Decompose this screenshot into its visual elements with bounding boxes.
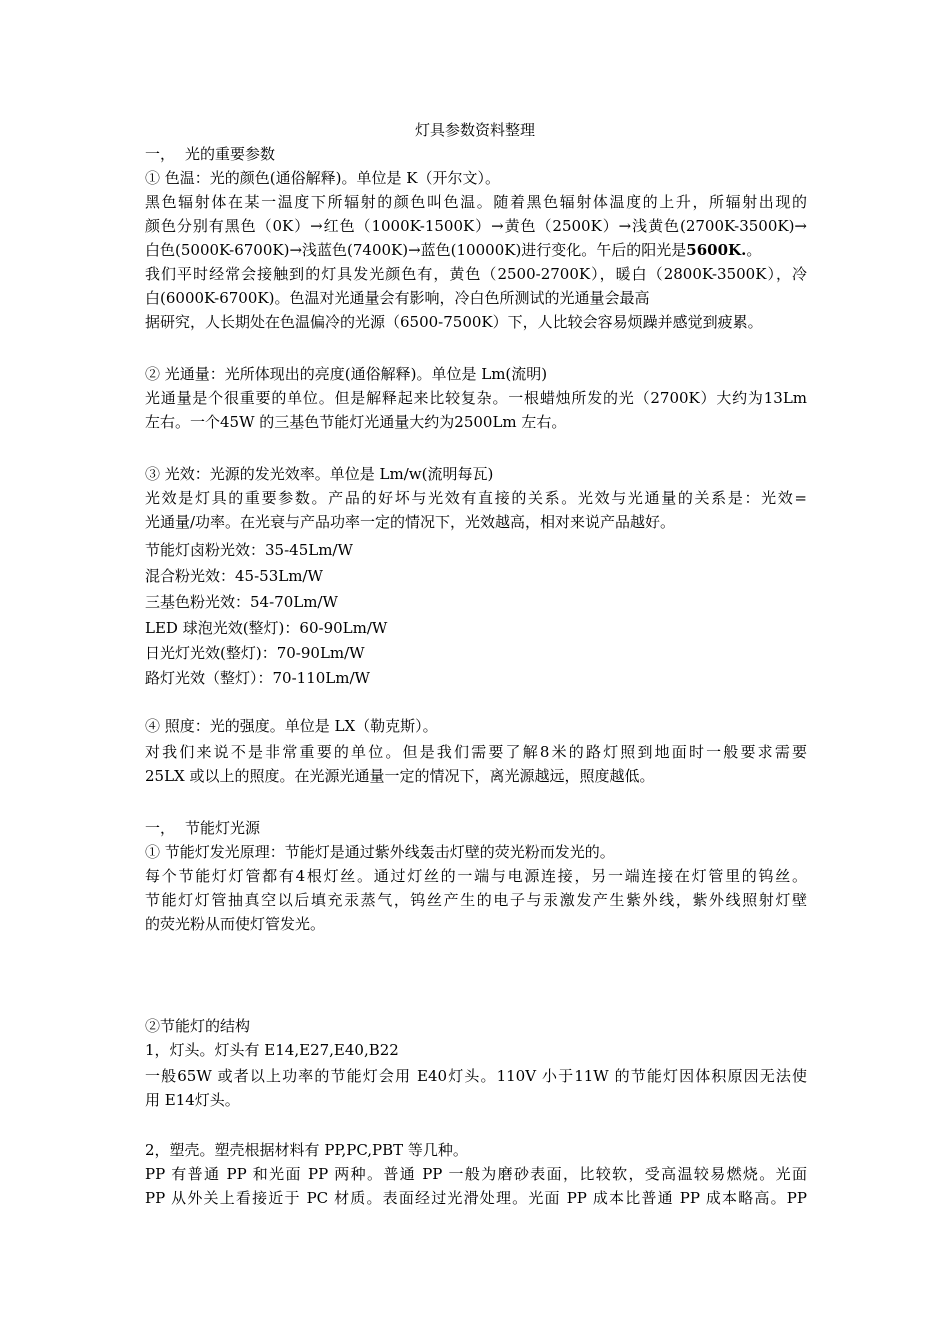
section-heading-light-parameters xyxy=(145,142,807,166)
list-item: 路灯光效（整灯）：70-110Lm/W xyxy=(145,669,370,687)
paragraph-line: 一般65W 或者以上功率的节能灯会用 E40灯头。110V 小于11W 的节能灯因体积原因无法使 xyxy=(145,1067,807,1085)
plastic-shell-heading: 2，塑壳。塑壳根据材料有 PP,PC,PBT 等几种。 xyxy=(145,1141,468,1159)
section-number: 一， xyxy=(145,145,176,163)
luminous-efficacy-heading: ③ 光效：光源的发光效率。单位是 Lm/w(流明每瓦) xyxy=(145,465,494,483)
paragraph-line: 左右。一个45W 的三基色节能灯光通量大约为2500Lm 左右。 xyxy=(145,413,567,431)
section-title: 光的重要参数 xyxy=(185,145,276,163)
list-item: 节能灯卤粉光效：35-45Lm/W xyxy=(145,541,353,559)
list-item: LED 球泡光效(整灯)：60-90Lm/W xyxy=(145,619,388,637)
structure-heading: ②节能灯的结构 xyxy=(145,1017,251,1035)
paragraph-line: 的荧光粉从而使灯管发光。 xyxy=(145,915,326,933)
lamp-cap-heading: 1，灯头。灯头有 E14,E27,E40,B22 xyxy=(145,1041,399,1059)
principle-heading: ① 节能灯发光原理：节能灯是通过紫外线轰击灯壁的荧光粉而发光的。 xyxy=(145,843,615,861)
paragraph-line: 对我们来说不是非常重要的单位。但是我们需要了解8米的路灯照到地面时一般要求需要 xyxy=(145,743,807,761)
document-title: 灯具参数资料整理 xyxy=(414,121,535,139)
paragraph-line: 每个节能灯灯管都有4根灯丝。通过灯丝的一端与电源连接，另一端连接在灯管里的钨丝。 xyxy=(145,867,807,885)
section-title: 节能灯光源 xyxy=(185,819,261,837)
section-heading-energy-saving-lamp xyxy=(145,816,807,840)
paragraph-text: 白色(5000K-6700K)→浅蓝色(7400K)→蓝色(10000K)进行变化。午后的阳光是 xyxy=(145,241,687,259)
paragraph-text: 。 xyxy=(746,241,762,259)
paragraph-line: 用 E14灯头。 xyxy=(145,1091,240,1109)
paragraph-line: 光通量是个很重要的单位。但是解释起来比较复杂。一根蜡烛所发的光（2700K）大约为13Lm xyxy=(145,389,807,407)
color-temperature-heading: ① 色温：光的颜色(通俗解释)。单位是 K（开尔文）。 xyxy=(145,169,500,187)
illuminance-heading: ④ 照度：光的强度。单位是 LX（勒克斯）。 xyxy=(145,717,438,735)
paragraph-line: 据研究，人长期处在色温偏冷的光源（6500-7500K）下，人比较会容易烦躁并感觉到疲累。 xyxy=(145,313,763,331)
paragraph-line: 25LX 或以上的照度。在光源光通量一定的情况下，离光源越远，照度越低。 xyxy=(145,767,655,785)
paragraph-line: 光效是灯具的重要参数。产品的好坏与光效有直接的关系。光效与光通量的关系是：光效= xyxy=(145,489,807,507)
list-item: 混合粉光效：45-53Lm/W xyxy=(145,567,323,585)
paragraph-line: 我们平时经常会接触到的灯具发光颜色有，黄色（2500-2700K），暖白（2800K-3500K），冷 xyxy=(145,265,807,283)
paragraph-line: PP 从外关上看接近于 PC 材质。表面经过光滑处理。光面 PP 成本比普通 PP 成本略高。PP xyxy=(145,1189,807,1207)
paragraph-line: 白(6000K-6700K)。色温对光通量会有影响，冷白色所测试的光通量会最高 xyxy=(145,289,650,307)
sunlight-color-temp-value: 5600K. xyxy=(686,241,747,259)
paragraph-line: 黑色辐射体在某一温度下所辐射的颜色叫色温。随着黑色辐射体温度的上升，所辐射出现的 xyxy=(145,193,807,211)
luminous-flux-heading: ② 光通量：光所体现出的亮度(通俗解释)。单位是 Lm(流明) xyxy=(145,365,548,383)
section-number: 一， xyxy=(145,819,176,837)
list-item: 日光灯光效(整灯)：70-90Lm/W xyxy=(145,644,365,662)
paragraph-line: 节能灯灯管抽真空以后填充汞蒸气，钨丝产生的电子与汞激发产生紫外线，紫外线照射灯壁 xyxy=(145,891,807,909)
paragraph-line: 光通量/功率。在光衰与产品功率一定的情况下，光效越高，相对来说产品越好。 xyxy=(145,513,676,531)
paragraph-line: 颜色分别有黑色（0K）→红色（1000K-1500K）→黄色（2500K）→浅黄色(2700K-3500K)→ xyxy=(145,217,807,235)
paragraph-line: PP 有普通 PP 和光面 PP 两种。普通 PP 一般为磨砂表面，比较软，受高温较易燃烧。光面 xyxy=(145,1165,807,1183)
list-item: 三基色粉光效：54-70Lm/W xyxy=(145,593,338,611)
paragraph-line xyxy=(145,238,807,262)
